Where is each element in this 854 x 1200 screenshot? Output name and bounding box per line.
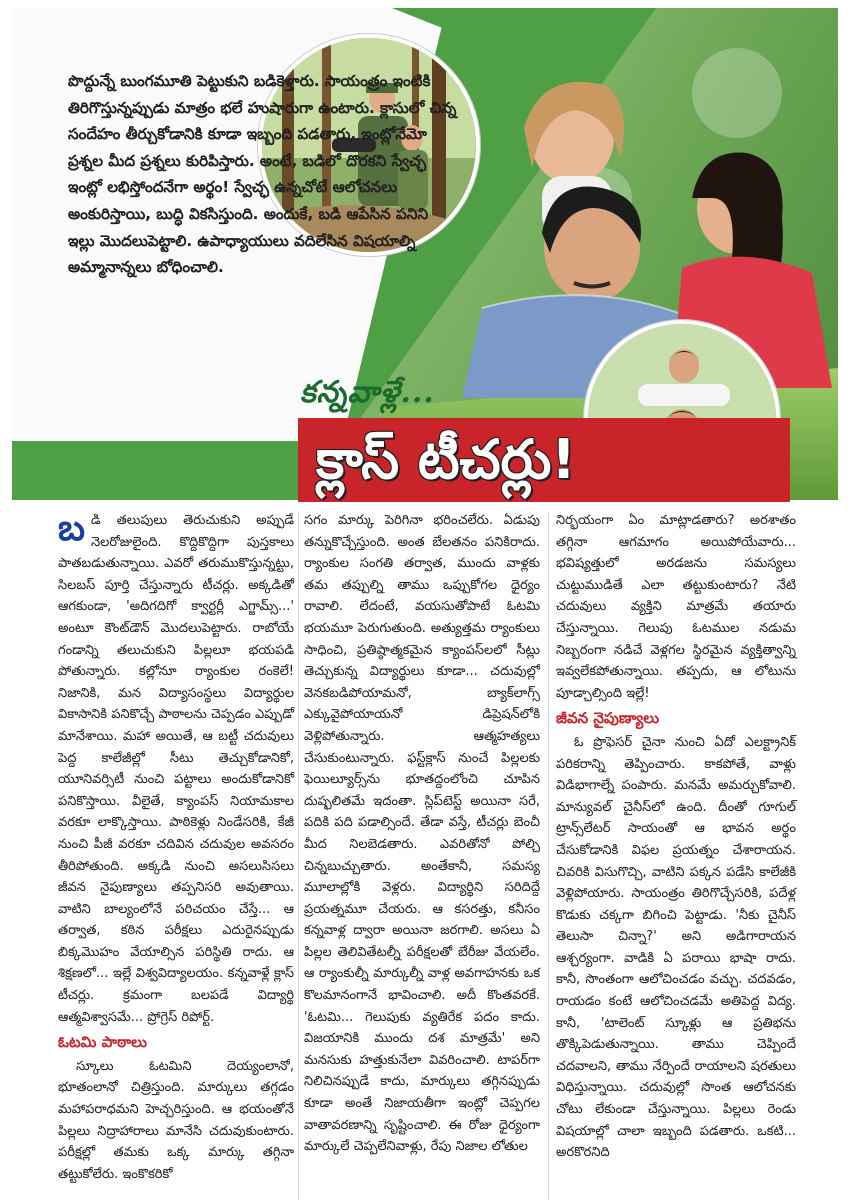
column-2-paragraph-1: సగం మార్కు పెరిగినా భరించలేరు. ఏడుపు తన్నుకొచ్చేస్తుంది. అంత బేలతనం పనికిరాదు. ర్యాంకుల సంగతి తర్వాత, ముందు వాళ్లకు తమ తప్పుల్ని తాము ఒప్పుకోగల ధైర్యం రావాలి. లేదంటే, వయసుతోపాటే ఓటమి భయమూ పెరుగుతుంది. అత్యుత్తమ ర్యాంకులు సాధించి, ప్రతిష్ఠాత్మకమైన క్యాంపస్‌లలో సీట్లు తెచ్చుకున్న విద్యార్థులు కూడా... చదువుల్లో వెనకబడిపోయామనో, బ్యాక్‌లాగ్స్ ఎక్కువైపోయాయనో డిప్రెషన్‌లోకి వెళ్లిపోతున్నారు. ఆత్మహత్యలు చేసుకుంటున్నారు. ఫస్ట్‌క్లాస్ నుంచే పిల్లలకు ఫెయిల్యూర్స్‌ను భూతద్దంలోంచి చూపిన దుష్ఫలితమే ఇదంతా. స్లిప్‌టెస్ట్ అయినా సరే, పదికి పది పడాల్సిందే. తేడా వస్తే, టీచర్లు బెంచీ మీద నిలబెడతారు. ఎవరితోనో పోల్చి చిన్నబుచ్చుతారు. అంతేకానీ, సమస్య మూలాల్లోకి వెళ్లరు. విద్యార్థిని సరిదిద్దే ప్రయత్నమూ చేయరు. ఆ కసరత్తు, కనీసం కన్నవాళ్ల ద్వారా అయినా జరగాలి. అసలు ఏ పిల్లల తెలివితేటల్నీ పరీక్షలతో బేరీజు వేయలేం. ఆ ర్యాంకుల్నీ మార్కుల్నీ వాళ్ల అవగాహనకు ఒక కొలమానంగానే భావించాలి. అదీ కొంతవరకే. 'ఓటమి... గెలుపుకు వ్యతిరేక పదం కాదు. విజయానికి ముందు దశ మాత్రమే' అని మనసుకు హత్తుకునేలా వివరించాలి. టాపర్‌గా నిలిచినప్పుడే కాదు, మార్కులు తగ్గినప్పుడు కూడా అంతే నిజాయతీగా ఇంట్లో చెప్పగల వాతావరణాన్ని సృష్టించాలి. ఈ రోజు ధైర్యంగా మార్కులే చెప్పలేనివాళ్లు, రేపు నిజాల లోతుల	[304, 513, 540, 1155]
column-1-paragraph-2: స్కూలు ఓటమిని దెయ్యంలానో, భూతంలానో చిత్రిస్తుంది. మార్కులు తగ్గడం మహాపరాధమని హెచ్చరిస్తుంది. ఆ భయంతోనే పిల్లలు నిద్రాహారాలు మానేసి చదువుకుంటారు. పరీక్షల్లో తమకు ఒక్క మార్కు తగ్గినా తట్టుకోలేరు. ఇంకొకరికో	[58, 1058, 294, 1182]
article-column-3	[556, 510, 796, 1164]
drop-cap: బ	[58, 508, 86, 549]
column-1-paragraph-1: డి తలుపులు తెరుచుకుని అప్పుడే నెలరోజులైంది. కొద్దికొద్దిగా పుస్తకాలు పాతబడుతున్నాయి. ఎవరో తరుముకొస్తున్నట్టు, సిలబస్ పూర్తి చేస్తున్నారు టీచర్లు. అక్కడితో ఆగకుండా, 'అదిగదిగో క్వార్టర్లీ ఎగ్జామ్స్...' అంటూ కౌంట్‌డౌన్ మొదలుపెట్టారు. రాబోయే గండాన్ని తలుచుకుని పిల్లలూ భయపడి పోతున్నారు. కల్లోనూ ర్యాంకుల రంకెలే! నిజానికి, మన విద్యాసంస్థలు విద్యార్థుల వికాసానికి పనికొచ్చే పాఠాలను చెప్పడం ఎప్పుడో మానేశాయి. మహా అయితే, ఆ బట్టీ చదువులు పెద్ద కాలేజీల్లో సీటు తెచ్చుకోడానికో, యూనివర్సిటీ నుంచి పట్టాలు అందుకోడానికో పనికొస్తాయి. వీలైతే, క్యాంపస్ నియామకాల వరకూ లాక్కొస్తాయి. పాఠికెళ్లు నిండేసరికి, కేజీ నుంచి పీజీ వరకూ చదివిన చదువుల అవసరం తీరిపోతుంది. అక్కడి నుంచి అసలుసిసలు జీవన నైపుణ్యాలు తప్పనిసరి అవుతాయి. వాటిని బాల్యంలోనే పరిచయం చేస్తే... ఆ తర్వాత, కఠిన పరీక్షలు ఎదురైనప్పుడు బిక్కమొహం వేయాల్సిన పరిస్థితి రాదు. ఆ శిక్షణలో... ఇల్లే విశ్వవిద్యాలయం. కన్నవాళ్లే క్లాస్ టీచర్లు. క్రమంగా బలపడే విద్యార్థి ఆత్మవిశ్వాసమే... ప్రోగ్రెస్ రిపోర్ట్.	[58, 513, 294, 1025]
column-divider	[298, 512, 299, 1200]
intro-text	[68, 68, 458, 281]
column-divider	[548, 512, 549, 1200]
column-3-paragraph-2: ఓ ప్రొఫెసర్ చైనా నుంచి ఏదో ఎలక్ట్రానిక్ పరికరాన్ని తెప్పించారు. కాకపోతే, వాళ్లు విడిభాగాల్నే పంపారు. మనమే అమర్చుకోవాలి. మాన్యువల్ చైనీస్‌లో ఉంది. దీంతో గూగుల్ ట్రాన్స్‌లేటర్ సాయంతో ఆ భావన అర్థం చేసుకోడానికి విఫల ప్రయత్నం చేశారాయన. చివరికి విసుగొచ్చి, వాటిని పక్కన పడేసి కాలేజీకి వెళ్లిపోయారు. సాయంత్రం తిరిగొచ్చేసరికి, పదేళ్ల కొడుకు చక్కగా బిగించి పెట్టాడు. 'నీకు చైనీస్ తెలుసా చిన్నా?' అని అడిగారాయన ఆశ్చర్యంగా. వాడికి ఏ పరాయి భాషా రాదు. కానీ, సొంతంగా ఆలోచించడం వచ్చు. చదవడం, రాయడం కంటే ఆలోచించడమే అతిపెద్ద విద్య. కానీ, 'టాలెంట్ స్కూళ్లు ఆ ప్రతిభను తొక్కిపెడుతున్నాయి. తాము చెప్పిందే చదవాలని, తాము నేర్పిందే రాయాలని షరతులు విధిస్తున్నాయి. చదువుల్లో సొంత ఆలోచనకు చోటు లేకుండా చేస్తున్నాయి. పిల్లలు రెండు విషయాల్లో చాలా ఇబ్బంది పడతారు. ఒకటి... అరకొరనిది	[556, 734, 796, 1161]
article-column-1	[58, 510, 294, 1185]
headline-kicker: కన్నవాళ్లే...	[300, 375, 435, 410]
article-column-2	[304, 510, 540, 1158]
subheading-life-skills: జీవన నైపుణ్యాలు	[556, 709, 660, 728]
intro-paragraph: పొద్దున్నే బుంగమూతి పెట్టుకుని బడికెళ్తారు. సాయంత్రం ఇంటికి తిరిగొస్తున్నప్పుడు మాత్రం భలే హుషారుగా ఉంటారు. క్లాసులో చిన్న సందేహం తీర్చుకోడానికి కూడా ఇబ్బంది పడతారు. ఇంట్లోనేమో ప్రశ్నల మీద ప్రశ్నలు కురిపిస్తారు. అంటే, బడిలో దొరకని స్వేచ్ఛ ఇంట్లో లభిస్తోందనేగా అర్థం! స్వేచ్ఛ ఉన్నచోటే ఆలోచనలు అంకురిస్తాయి, బుద్ధి వికసిస్తుంది. అందుకే, బడి ఆపేసిన పనిని ఇల్లు మొదలుపెట్టాలి. ఉపాధ్యాయులు వదిలేసిన విషయాల్ని అమ్మానాన్నలు బోధించాలి.	[68, 72, 457, 277]
subheading-failure-lessons: ఓటమి పాఠాలు	[58, 1033, 147, 1052]
headline-title: క్లాస్ టీచర్లు!	[316, 428, 576, 491]
column-3-paragraph-1: నిర్భయంగా ఏం మాట్లాడతారు? అరశాతం తగ్గినా ఆగమాగం అయిపోయేవారు... భవిష్యత్తులో అరడజను సమస్యలు చుట్టుముడితే ఎలా తట్టుకుంటారు? నేటి చదువులు వ్యక్తిని మాత్రమే తయారు చేస్తున్నాయి. గెలుపు ఓటముల నడుమ నిబ్బరంగా నడిచే వెళ్లగల స్థిరమైన వ్యక్తిత్వాన్ని ఇవ్వలేకపోతున్నాయి. తప్పదు, ఆ లోటును పూడ్చాల్సింది ఇల్లే!	[556, 513, 796, 701]
